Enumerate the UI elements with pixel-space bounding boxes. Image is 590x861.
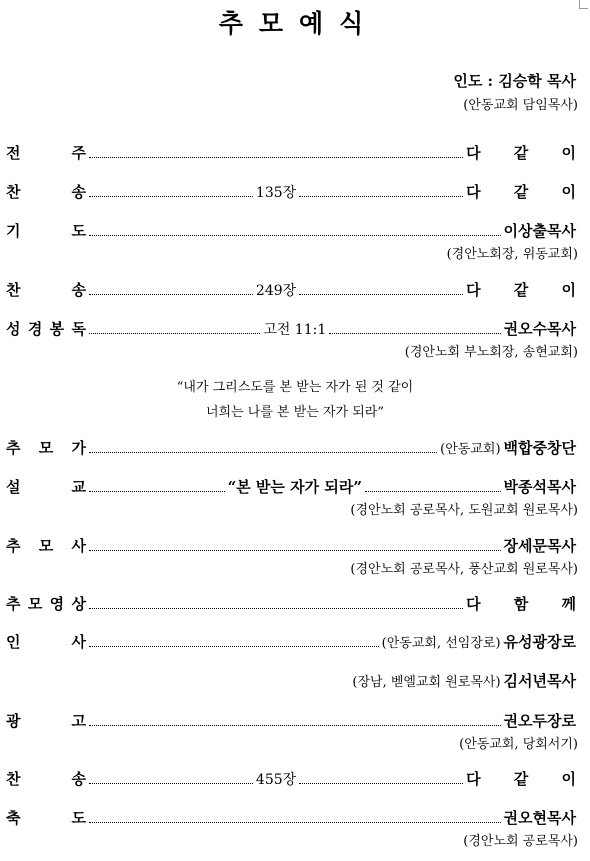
leader-subtitle: (안동교회, 당회서기) (459, 737, 578, 752)
service-item-leader (466, 279, 590, 300)
label-char: 상 (71, 595, 86, 613)
leader-name: 유성광장로 (503, 633, 576, 651)
label-char: 주 (71, 144, 86, 162)
service-item-leader (466, 142, 590, 163)
leader-name: 장세문목사 (503, 537, 576, 555)
officiant-affiliation: (안동교회 담임목사) (463, 98, 578, 113)
leader-subtitle: (경안노회 공로목사, 풍산교회 원로목사) (350, 562, 578, 577)
leader-name: 다 함 께 (466, 595, 590, 613)
service-item-leader (504, 318, 576, 339)
greeting-second-name: 김서년목사 (503, 672, 576, 690)
service-item (6, 710, 576, 732)
dot-leader (89, 452, 437, 453)
label-char: 전 (6, 144, 21, 162)
quote-line-1: “내가 그리스도를 본 받는 자가 된 것 같이 (176, 380, 414, 395)
leader-name: 박종석목사 (503, 478, 576, 496)
service-item-leader (504, 476, 576, 497)
service-item-label (6, 437, 86, 458)
service-item-label (6, 768, 86, 789)
service-item (6, 476, 576, 498)
dot-leader (365, 491, 501, 492)
leader-name: 다 같 이 (466, 770, 590, 788)
leader-name: 권오현목사 (503, 809, 576, 827)
label-char: 가 (71, 439, 86, 457)
service-item (6, 535, 576, 557)
service-item-leader (440, 437, 576, 458)
label-char: 경 (27, 320, 43, 338)
label-char: 모 (27, 595, 43, 613)
dot-leader (89, 491, 225, 492)
service-item-label (6, 476, 86, 497)
service-item-leader (504, 220, 576, 241)
dot-leader (89, 822, 501, 823)
service-item (6, 318, 576, 340)
service-item-detail: “본 받는 자가 되라” (227, 478, 362, 496)
label-char: 송 (71, 281, 86, 299)
quote-line-2: 너희는 나를 본 받는 자가 되라” (205, 405, 384, 420)
service-item-label (6, 710, 86, 731)
label-char: 추 (6, 537, 21, 555)
service-item-detail: 135장 (255, 185, 297, 201)
label-char: 모 (38, 537, 54, 555)
service-item-detail: 249장 (255, 283, 297, 299)
dot-leader (89, 235, 501, 236)
service-item (6, 593, 590, 615)
label-char: 설 (6, 478, 21, 496)
service-item (6, 437, 576, 459)
dot-leader (299, 783, 463, 784)
label-char: 고 (71, 712, 86, 730)
leader-name: 다 같 이 (466, 183, 590, 201)
service-item (6, 181, 590, 203)
label-char: 축 (6, 809, 21, 827)
dot-leader (89, 550, 501, 551)
service-item-leader (466, 593, 590, 614)
label-char: 사 (71, 537, 86, 555)
dot-leader (299, 294, 463, 295)
label-char: 독 (71, 320, 86, 338)
service-item (6, 807, 576, 829)
label-char: 사 (71, 633, 86, 651)
service-item-label (6, 318, 86, 339)
dot-leader (89, 333, 260, 334)
dot-leader (89, 196, 253, 197)
officiant-line: 인도 : 김승학 목사 (453, 72, 576, 90)
service-item (6, 631, 576, 653)
service-item-label (6, 535, 86, 556)
service-item-label (6, 593, 86, 614)
dot-leader (89, 157, 463, 158)
label-char: 찬 (6, 183, 21, 201)
label-char: 찬 (6, 281, 21, 299)
label-char: 봉 (49, 320, 65, 338)
greeting-second (352, 670, 576, 691)
label-char: 영 (49, 595, 65, 613)
label-char: 인 (6, 633, 21, 651)
service-item-leader (466, 181, 590, 202)
label-char: 성 (6, 320, 21, 338)
service-item-label (6, 631, 86, 652)
service-item-leader (504, 807, 576, 828)
dot-leader (89, 725, 501, 726)
service-item-leader (504, 535, 576, 556)
leader-name: 백합중창단 (503, 439, 576, 457)
label-char: 광 (6, 712, 21, 730)
leader-name: 권오두장로 (503, 712, 576, 730)
leader-name: 권오수목사 (503, 320, 577, 338)
service-item-label (6, 142, 86, 163)
service-item (6, 279, 590, 301)
leader-name: 이상출목사 (503, 222, 576, 240)
service-item-leader (382, 631, 576, 652)
service-item-detail: 고전 11:1 (263, 322, 327, 338)
service-item-label (6, 279, 86, 300)
service-item-label (6, 220, 86, 241)
leader-affiliation: (안동교회) (440, 442, 501, 457)
label-char: 송 (71, 183, 86, 201)
greeting-second-affiliation: (장남, 벧엘교회 원로목사) (352, 675, 501, 690)
label-char: 추 (6, 595, 21, 613)
label-char: 모 (38, 439, 54, 457)
label-char: 도 (71, 222, 86, 240)
leader-subtitle: (경안노회 공로목사, 도원교회 원로목사) (350, 503, 578, 518)
page-title: 추모예식 (218, 9, 380, 38)
label-char: 송 (71, 770, 86, 788)
service-item (6, 220, 576, 242)
leader-affiliation: (안동교회, 선임장로) (381, 636, 501, 651)
service-item-leader (466, 768, 590, 789)
service-item (6, 768, 590, 790)
label-char: 찬 (6, 770, 21, 788)
leader-name: 다 같 이 (466, 281, 590, 299)
leader-subtitle: (경안노회 공로목사) (463, 834, 578, 849)
dot-leader (89, 294, 253, 295)
label-char: 추 (6, 439, 21, 457)
service-item-leader (504, 710, 576, 731)
dot-leader (329, 333, 500, 334)
label-char: 기 (6, 222, 21, 240)
dot-leader (89, 608, 463, 609)
leader-name: 다 같 이 (466, 144, 590, 162)
service-item-detail: 455장 (255, 772, 297, 788)
leader-subtitle: (경안노회 부노회장, 송현교회) (404, 345, 578, 360)
service-item-label (6, 181, 86, 202)
service-item-label (6, 807, 86, 828)
label-char: 교 (71, 478, 86, 496)
service-item (6, 142, 590, 164)
dot-leader (89, 646, 379, 647)
dot-leader (299, 196, 463, 197)
leader-subtitle: (경안노회장, 위동교회) (446, 247, 578, 262)
label-char: 도 (71, 809, 86, 827)
dot-leader (89, 783, 253, 784)
